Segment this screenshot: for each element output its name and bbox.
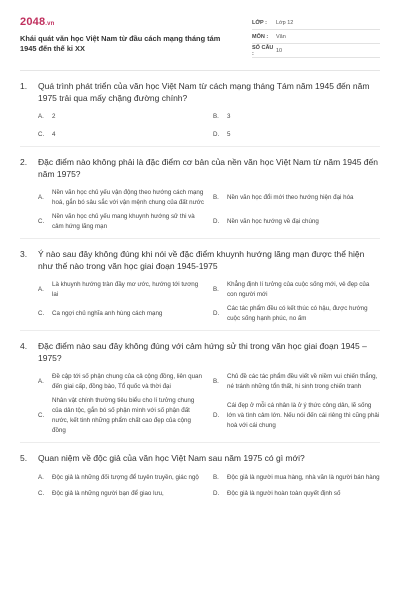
meta-value: Văn [276, 33, 286, 40]
question-text: Quan niệm về độc giả của văn học Việt Nam sau năm 1975 có gì mới? [38, 453, 305, 463]
answer-options [20, 188, 380, 232]
option-letter: B. [213, 194, 219, 201]
question-list [20, 80, 380, 515]
option-text: 3 [227, 113, 231, 120]
question-text: Quá trình phát triển của văn học Việt Nam từ cách mạng tháng Tám năm 1945 đến năm 1975 trải qua mấy chặng đường chính? [38, 81, 370, 103]
option-d[interactable] [213, 304, 380, 324]
option-text: Chủ đề các tác phẩm đều viết về niềm vui chiến thắng, né tránh những tổn thất, hi sinh trong chiến tranh [227, 373, 378, 390]
option-text: Nền văn học chủ yếu vận động theo hướng cách mạng hoá, gắn bó sâu sắc với vận mệnh chung của đất nước [52, 189, 204, 206]
option-letter: A. [38, 113, 44, 120]
question-number: 5. [20, 453, 28, 463]
option-text: Độc giả là những đối tượng để tuyên truyền, giác ngộ [52, 474, 199, 481]
question-1 [20, 80, 380, 147]
meta-row-subject [252, 30, 380, 44]
option-letter: B. [213, 113, 219, 120]
option-letter: D. [213, 218, 220, 225]
option-text: Nền văn học đổi mới theo hướng hiện đại hóa [227, 194, 354, 201]
question-text: Đặc điểm nào không phải là đặc điểm cơ bản của nền văn học Việt Nam từ năm 1945 đến năm 1975? [38, 157, 378, 179]
meta-row-class [252, 16, 380, 30]
option-text: Nhân vật chính thường tiêu biểu cho lí tưởng chung của dân tộc, gắn bó số phận mình với số phận đất nước, kết tinh những phẩm chất cao đẹp của cộng đồng [52, 397, 195, 434]
option-letter: D. [213, 310, 220, 317]
question-2 [20, 156, 380, 239]
question-text: Ý nào sau đây không đúng khi nói về đặc điểm khuynh hướng lãng mạn được thể hiện như thế nào trong văn học giai đoạn 1945-1975 [38, 249, 365, 271]
site-logo[interactable] [20, 16, 55, 28]
header-divider [20, 70, 380, 71]
option-letter: A. [38, 378, 44, 385]
option-letter: C. [38, 412, 45, 419]
question-5 [20, 452, 380, 506]
option-b[interactable] [213, 472, 380, 484]
question-number: 3. [20, 249, 28, 259]
option-text: Ca ngợi chủ nghĩa anh hùng cách mạng [52, 310, 163, 317]
option-text: 2 [52, 113, 56, 120]
option-letter: C. [38, 490, 45, 497]
option-text: Đề cập tới số phận chung của cả cộng đồng, liên quan đến giai cấp, đồng bào, Tổ quốc và thời đại [52, 373, 202, 390]
option-c[interactable] [38, 488, 205, 500]
option-letter: A. [38, 474, 44, 481]
option-c[interactable] [38, 212, 205, 232]
option-d[interactable] [213, 130, 380, 140]
question-number: 1. [20, 81, 28, 91]
answer-options [20, 472, 380, 500]
option-letter: A. [38, 286, 44, 293]
option-text: Độc giả là người hoàn toàn quyết định số [227, 490, 341, 497]
option-text: 4 [52, 131, 56, 138]
option-c[interactable] [38, 396, 205, 436]
option-letter: D. [213, 131, 220, 138]
page-header [20, 10, 380, 62]
option-b[interactable] [213, 112, 380, 122]
option-letter: D. [213, 490, 220, 497]
answer-options [20, 372, 380, 436]
option-a[interactable] [38, 472, 205, 484]
option-text: Nền văn học hướng về đại chúng [227, 218, 319, 225]
meta-key: LỚP : [252, 19, 267, 26]
option-letter: A. [38, 194, 44, 201]
page-title: Khái quát văn học Việt Nam từ đầu cách mạng tháng tám 1945 đến thế kỉ XX [20, 34, 221, 53]
option-a[interactable] [38, 112, 205, 122]
option-letter: B. [213, 378, 219, 385]
option-b[interactable] [213, 372, 380, 392]
question-3 [20, 248, 380, 331]
question-text: Đặc điểm nào sau đây không đúng với cảm hứng sử thi trong văn học giai đoạn 1945 – 1975? [38, 341, 367, 363]
option-c[interactable] [38, 130, 205, 140]
question-number: 4. [20, 341, 28, 351]
option-b[interactable] [213, 280, 380, 300]
option-d[interactable] [213, 396, 380, 436]
option-letter: C. [38, 131, 45, 138]
answer-options [20, 280, 380, 324]
option-text: Độc giả là những người bạn để giao lưu, [52, 490, 164, 497]
meta-value: Lớp 12 [276, 19, 294, 26]
option-d[interactable] [213, 488, 380, 500]
logo-suffix: .vn [45, 21, 55, 27]
meta-key: MÔN : [252, 33, 269, 40]
option-a[interactable] [38, 188, 205, 208]
option-text: Cái đẹp ở mỗi cá nhân là ở ý thức công dân, lẽ sống lớn và tình cảm lớn. Nếu nói đến cái riêng thì cũng phải hoà với cái chung [227, 402, 380, 429]
option-text: Độc giả là người mua hàng, nhà văn là người bán hàng [227, 474, 380, 481]
option-text: Khẳng định lí tưởng của cuộc sống mới, vẻ đẹp của con người mới [227, 281, 370, 298]
option-c[interactable] [38, 304, 205, 324]
option-letter: D. [213, 412, 220, 419]
option-b[interactable] [213, 188, 380, 208]
option-text: Nền văn học chủ yếu mang khuynh hướng sử thi và cảm hứng lãng mạn [52, 213, 195, 230]
meta-table [252, 16, 380, 58]
meta-value: 10 [276, 47, 283, 54]
meta-row-count [252, 44, 380, 58]
logo-text: 2048 [20, 16, 46, 28]
option-text: Các tác phẩm đều có kết thúc có hậu, được hướng cuộc sống hạnh phúc, no ấm [227, 305, 368, 322]
option-letter: C. [38, 310, 45, 317]
answer-options [20, 112, 380, 140]
question-4 [20, 340, 380, 443]
option-a[interactable] [38, 372, 205, 392]
option-d[interactable] [213, 212, 380, 232]
option-text: Là khuynh hướng tràn đầy mơ ước, hướng tới tương lai [52, 281, 199, 298]
option-a[interactable] [38, 280, 205, 300]
meta-key: SỐ CÂU : [252, 44, 274, 57]
option-letter: B. [213, 286, 219, 293]
option-letter: B. [213, 474, 219, 481]
question-number: 2. [20, 157, 28, 167]
option-text: 5 [227, 131, 231, 138]
option-letter: C. [38, 218, 45, 225]
